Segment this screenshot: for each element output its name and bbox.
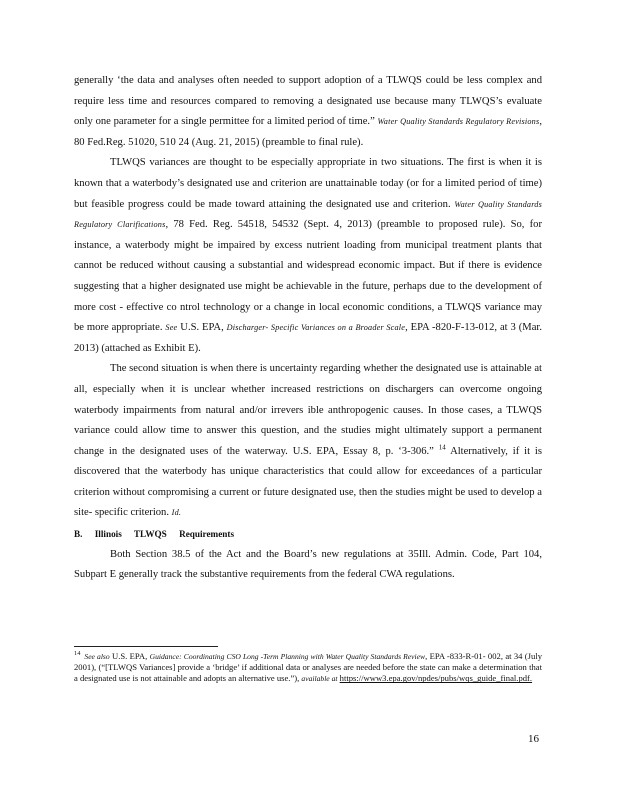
paragraph-4: Both Section 38.5 of the Act and the Board’s new regulations at 35Ill. Admin. Code, Part 104, Subpart E generally track the substantive requirements from the federal CWA regulations. [74,548,542,581]
footnote-reference[interactable]: 14 [438,443,446,452]
footnote-url-link[interactable]: https://www3.epa.gov/npdes/pubs/wqs_guide_final.pdf. [339,673,533,684]
footnote-divider [74,646,218,647]
footnote-available-at: available at [301,674,338,684]
paragraph-1-text-a: generally ‘the data and analyses often needed to support adoption of a TLWQS could be less complex and require less time and resources compared to removing a designated use because many TLWQS’s evaluate only one parameter for a single permittee for a limited period of time.” [74,75,542,128]
paragraph-2-text-c: U.S. EPA, [177,322,227,334]
paragraph-2-text-b: , 78 Fed. Reg. 54518, 54532 (Sept. 4, 2013) (preamble to proposed rule). So, for instance, a waterbody might be impaired by excess nutrient loading from municipal treatment plants that cannot be reduced without causing a substantial and widespread economic impact. But if there is evidence suggesting that a higher designated use might be achievable in the future, perhaps due to the development of more cost - effective co ntrol technology or a change in local economic conditions, a TLWQS variance may be more appropriate. [74,219,542,334]
paragraph-2-citation-1: Water Quality Standards Regulatory Clarifications [74,199,542,230]
paragraph-3 [74,359,542,524]
paragraph-1-text-b: , 80 Fed.Reg. 51020, 510 24 (Aug. 21, 2015) (preamble to final rule). [74,116,542,148]
footnote-text-a: U.S. EPA, [109,651,150,661]
paragraph-2-text-d: , EPA -820-F-13-012, at 3 (Mar. 2013) (attached as Exhibit E). [74,322,542,354]
paragraph-3-text-a: The second situation is when there is uncertainty regarding whether the designated use is attainable at all, especially when it is unclear whether increased restrictions on dischargers can overcome ongoing waterbody impairments from natural and/or irrevers ible anthropogenic causes. In those cases, a TLWQS variance could allow time to answer this question, and the studies might ultimately support a permanent change in the designated uses of the waterway. U.S. EPA, Essay 8, p. ‘3-306.” [74,363,542,457]
paragraph-2 [74,153,542,359]
footnote-number: 14 [74,650,81,658]
paragraph-1 [74,71,542,153]
footnote-see-also: See also [84,652,110,661]
paragraph-2-text-a: TLWQS variances are thought to be especially appropriate in two situations. The first is when it is known that a waterbody’s designated use and criterion are unattainable today (or for a limited period of time) but feasible progress could be made toward attaining the designated use and criterion. [74,157,542,210]
footnote [74,651,542,685]
footnote-title: Guidance: Coordinating CSO Long -Term Planning with Water Quality Standards Review [149,652,426,661]
page-number: 16 [528,733,539,745]
paragraph-2-citation-3: Discharger- Specific Variances on a Broader Scale [226,323,406,333]
paragraph-1-citation: Water Quality Standards Regulatory Revisions [377,117,540,127]
main-text [74,71,542,586]
paragraph-3-text-b: Alternatively, if it is discovered that the waterbody has unique characteristics that could allow for exceedances of a particular criterion without compromising a current or future designated use, then the studies might be used to develop a site- specific criterion. [74,445,542,519]
section-subheading: B. Illinois TLWQS Requirements [74,529,235,540]
paragraph-3-citation: Id. [171,508,182,518]
footnote-text-b: , EPA -833-R-01- 002, at 34 (July 2001), (“[TLWQS Variances] provide a ‘bridge’ if additional data or analyses are needed before the state can make a determination that a designated use is not attainable and adopts an alternative use.”), [74,651,542,684]
paragraph-2-citation-2: See [165,323,178,333]
